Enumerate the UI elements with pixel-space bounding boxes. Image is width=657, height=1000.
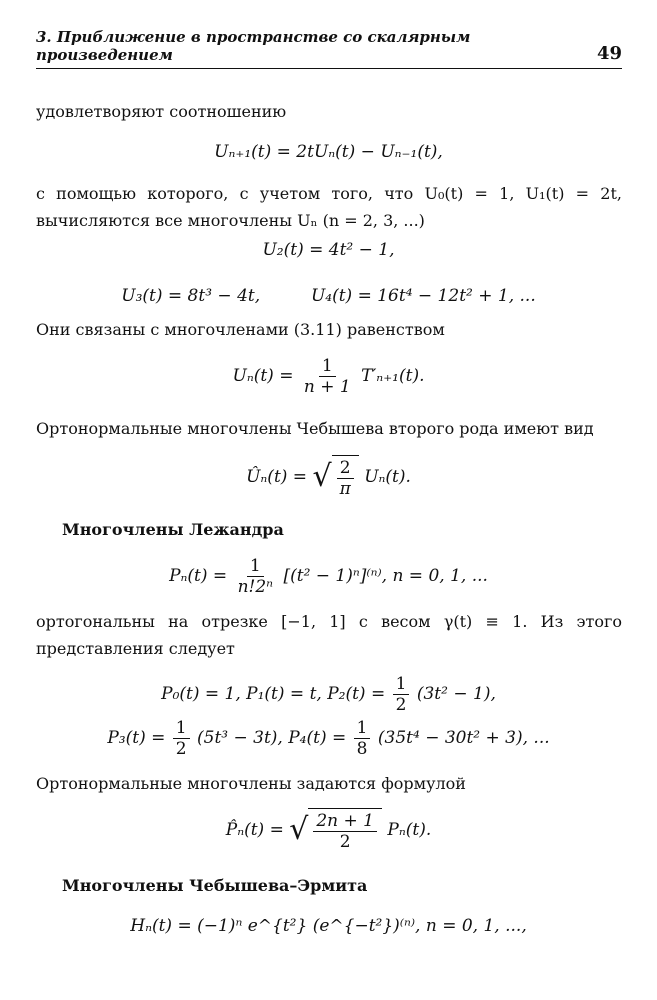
page-number: 49 [596, 43, 622, 64]
fraction: $\frac{1}{n + 1}$ [303, 356, 351, 397]
paragraph-1: удовлетворяют соотношению [36, 102, 287, 121]
formula-rodrigues: Pₙ(t) = $\frac{1}{\text{n!2ⁿ}}$ [(t² − 1)ⁿ]⁽ⁿ⁾, n = 0, 1, ... [169, 556, 488, 597]
formula-orthonormal-chebyshev: Ûₙ(t) = √ $\frac{2}{\pi}$ Uₙ(t). [0, 455, 657, 499]
running-header [36, 28, 622, 69]
paragraph-3: Они связаны с многочленами (3.11) равенством [36, 320, 445, 339]
section-heading-hermite: Многочлены Чебышева–Эрмита [62, 876, 368, 895]
formula-recurrence: Uₙ₊₁(t) = 2tUₙ(t) − Uₙ₋₁(t), [214, 142, 443, 162]
header-title: 3. Приближение в пространстве со скалярным произведением [36, 28, 471, 64]
paragraph-5: ортогональны на отрезке [−1, 1] с весом γ(t) ≡ 1. Из этого представления следует [36, 612, 622, 658]
formula-hermite: Hₙ(t) = (−1)ⁿ e^{t²} (e^{−t²})⁽ⁿ⁾, n = 0, 1, ..., [130, 916, 527, 936]
formula-orthonormal-legendre: P̂ₙ(t) = √ $\frac{2n + 1}{2}$ Pₙ(t). [0, 808, 657, 852]
formula-u3-u4: U₃(t) = 8t³ − 4t, U₄(t) = 16t⁴ − 12t² + 1, ... [121, 286, 536, 306]
formula-derivative-relation: Uₙ(t) = $\frac{1}{n + 1}$ T′ₙ₊₁(t). [232, 356, 425, 397]
section-heading-legendre: Многочлены Лежандра [62, 520, 284, 539]
paragraph-2: с помощью которого, с учетом того, что U₀(t) = 1, U₁(t) = 2t, вычисляются все многочлены Uₙ (n = 2, 3, ...) [36, 184, 622, 230]
square-root: √ $\frac{2}{\pi}$ [312, 455, 358, 499]
formula-u2: U₂(t) = 4t² − 1, [262, 240, 395, 260]
square-root: √ $\frac{2n + 1}{2}$ [289, 808, 382, 852]
paragraph-4: Ортонормальные многочлены Чебышева второго рода имеют вид [36, 419, 594, 438]
paragraph-6: Ортонормальные многочлены задаются формулой [36, 774, 466, 793]
formula-legendre-3-4: P₃(t) = $\frac{1}{2}$ (5t³ − 3t), P₄(t) = $\frac{1}{8}$ (35t⁴ − 30t² + 3), ... [107, 718, 550, 759]
formula-legendre-0-2: P₀(t) = 1, P₁(t) = t, P₂(t) = $\frac{1}{2}$ (3t² − 1), [161, 674, 496, 715]
